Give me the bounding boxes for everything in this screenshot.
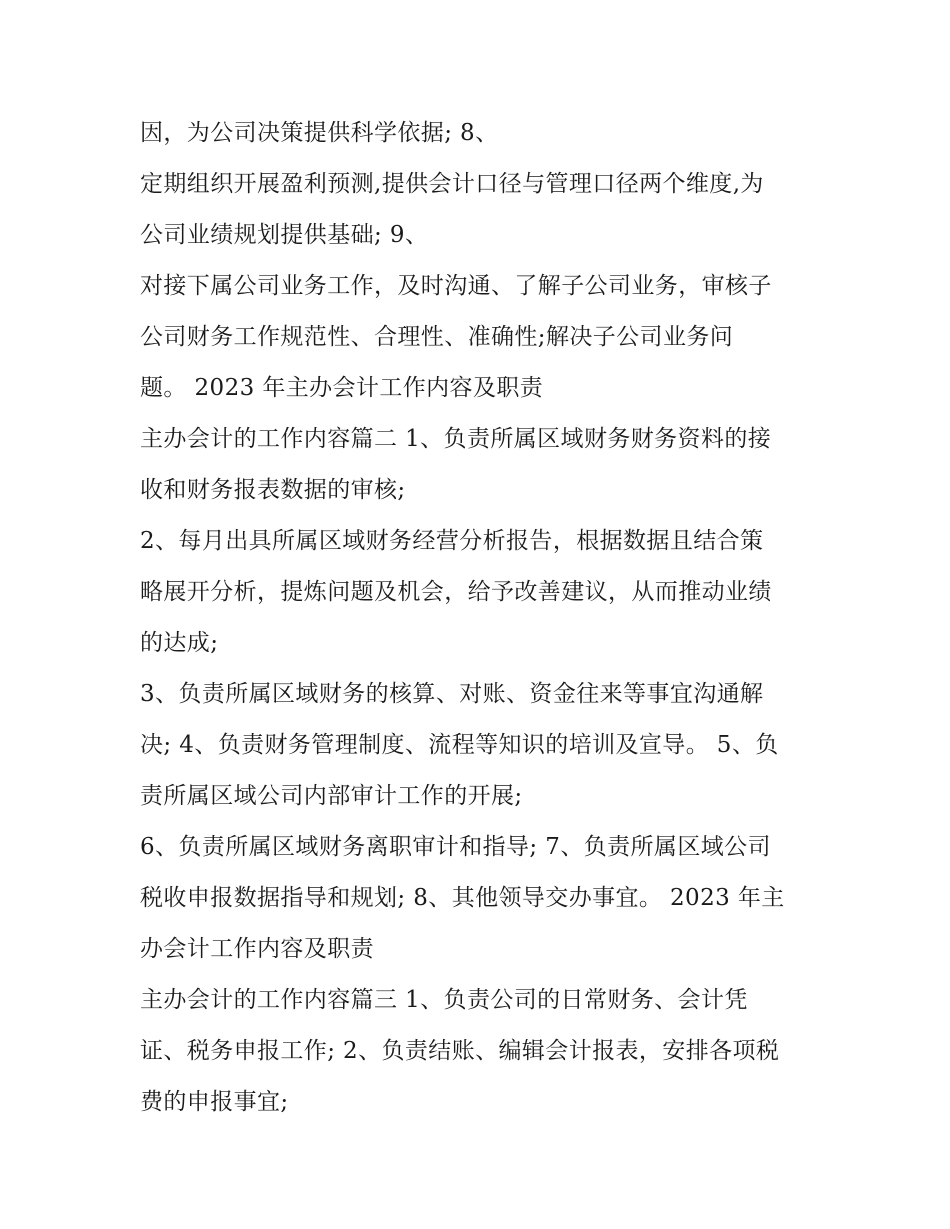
text-line: 责所属区域公司内部审计工作的开展; bbox=[140, 783, 523, 809]
text-line: 公司业绩规划提供基础; 9、 bbox=[140, 222, 429, 248]
text-line: 因，为公司决策提供科学依据; 8、 bbox=[140, 120, 499, 146]
text-line: 收和财务报表数据的审核; bbox=[140, 477, 406, 503]
text-line: 决; 4、负责财务管理制度、流程等知识的培训及宣导。 5、负 bbox=[140, 732, 779, 758]
text-line: 对接下属公司业务工作，及时沟通、了解子公司业务，审核子 bbox=[140, 273, 772, 299]
text-line: 6、负责所属区域财务离职审计和指导; 7、负责所属区域公司 bbox=[140, 834, 771, 860]
text-line: 略展开分析，提炼问题及机会，给予改善建议，从而推动业绩 bbox=[140, 579, 772, 605]
text-line: 主办会计的工作内容篇二 1、负责所属区域财务财务资料的接 bbox=[140, 426, 772, 452]
text-line: 3、负责所属区域财务的核算、对账、资金往来等事宜沟通解 bbox=[140, 681, 764, 707]
text-line: 税收申报数据指导和规划; 8、其他领导交办事宜。 2023 年主 bbox=[140, 885, 785, 911]
text-line: 主办会计的工作内容篇三 1、负责公司的日常财务、会计凭 bbox=[140, 987, 748, 1013]
document-body bbox=[140, 108, 820, 1128]
text-line: 公司财务工作规范性、合理性、准确性;解决子公司业务问 bbox=[140, 324, 734, 350]
text-line: 2、每月出具所属区域财务经营分析报告，根据数据且结合策 bbox=[140, 528, 764, 554]
text-line: 定期组织开展盈利预测,提供会计口径与管理口径两个维度,为 bbox=[140, 171, 764, 197]
text-line: 费的申报事宜; bbox=[140, 1089, 289, 1115]
text-line: 的达成; bbox=[140, 630, 219, 656]
text-line: 办会计工作内容及职责 bbox=[140, 936, 374, 962]
text-line: 题。 2023 年主办会计工作内容及职责 bbox=[140, 375, 544, 401]
text-line: 证、税务申报工作; 2、负责结账、编辑会计报表，安排各项税 bbox=[140, 1038, 780, 1064]
